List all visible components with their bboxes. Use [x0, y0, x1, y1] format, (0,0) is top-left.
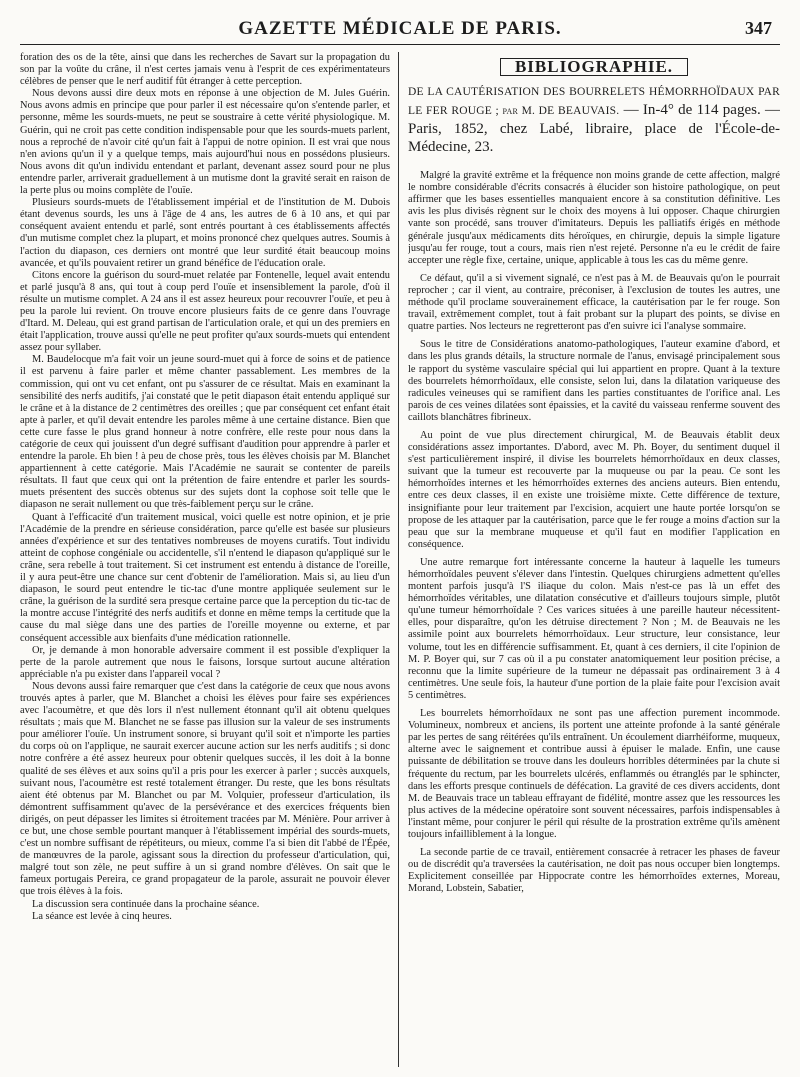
closing-note: La séance est levée à cinq heures. [32, 910, 172, 922]
paragraph: Citons encore la guérison du sourd-muet relatée par Fontenelle, lequel avait entendu et parlé jusqu'à 8 ans, qui tout à coup perd l'ouïe et insensiblement la parole, d'où il résulte un mutisme complet. A 24 ans il est assez heureux pour recouvrer l'ouïe, et peu à peu la parole lui revient. On trouve encore plusieurs faits de ce genre dans l'ouvrage d'Itard. M. Deleau, qui est grand partisan de l'articulation orale, et qui un des premiers en était l'application, trouve aussi qu'elle ne peut profiter qu'aux sourds-muets qui entendent assez pour syllaber. [20, 269, 390, 354]
page-header [20, 14, 780, 45]
paragraph: Les bourrelets hémorrhoïdaux ne sont pas une affection purement incommode. Volumineux, nombreux et anciens, ils portent une atteinte profonde à la santé générale par les pertes de sang réitérées qu'ils entraînent. Un écoulement diarrhéiforme, muqueux, alterne avec le saignement et contribue aussi à épuiser le malade. Enfin, une cause puissante de débilitation se trouve dans les douleurs horribles déterminées par la chute si fréquente du rectum, par les bourrelets ulcérés, enflammés ou étranglés par le sphincter, dans les efforts presque continuels de défécation. La gravité de ces divers accidents, dont M. de Beauvais trace un tableau effrayant de fidélité, montre assez que les ressources les plus actives de la médecine opératoire sont souvent nécessaires, parfois indispensables à l'instant même, pour conjurer le péril qui résulte de la prostration extrême qu'ils amènent toujours infailliblement à la longue. [408, 708, 780, 840]
paragraph: Ce défaut, qu'il a si vivement signalé, ce n'est pas à M. de Beauvais qu'on le pourrait reprocher ; car il vient, au contraire, préconiser, à l'exclusion de toutes les autres, une méthode qu'il proclame souverainement efficace, la cautérisation par le fer rouge. Son travail, extrêmement complet, tout à fait probant sur la plupart des points, se divise en quatre parties. Nos lecteurs ne regretteront pas d'en suivre ici l'analyse sommaire. [408, 272, 780, 333]
paragraph: La seconde partie de ce travail, entièrement consacrée à retracer les phases de faveur ou de discrédit qu'a traversées la cautérisation, ne doit pas nous occuper bien longtemps. Explicitement conseillée par Hippocrate contre les hémorrhoïdes externes, Moreau, Morand, Lobstein, Sabatier, [408, 847, 780, 895]
paragraph: foration des os de la tête, ainsi que dans les recherches de Savart sur la propagation du son par la voûte du crâne, il n'est certes jamais venu à l'esprit de ces expérimentateurs célèbres de penser que le nerf auditif fût étranger à cette perception. [20, 52, 390, 88]
right-column [408, 52, 780, 1067]
paragraph: Or, je demande à mon honorable adversaire comment il est possible d'expliquer la perte de la parole autrement que nous le faisons, lorsque surtout aucune altération appréciable n'a pu exister dans l'appareil vocal ? [20, 644, 390, 680]
section-title-bibliographie: BIBLIOGRAPHIE. [500, 58, 688, 76]
paragraph: Plusieurs sourds-muets de l'établissement impérial et de l'institution de M. Dubois étant devenus sourds, les uns à l'âge de 4 ans, les autres de 6 à 10 ans, et qui par conséquent avaient entendu et parlé, sont entrés pourtant à ces établissements affectés d'un mutisme complet chez la plupart, et moins prononcé chez quelques autres. Soumis à l'action du diapason, ces derniers ont montré que leur surdité était beaucoup moins avancée, et qu'ils pouvaient retirer un grand bénéfice de l'éducation orale. [20, 197, 390, 269]
closing-note: La discussion sera continuée dans la prochaine séance. [32, 898, 260, 910]
article-body [408, 170, 780, 895]
paragraph: M. Baudelocque m'a fait voir un jeune sourd-muet qui à force de soins et de patience il est parvenu à faire parler et même chanter passablement. Les membres de la commission, qui ont vu cet enfant, ont pu s'assurer de ce résultat. Mais en examinant la sensibilité des nerfs auditifs, j'ai constaté que le petit diapason était entendu appliqué sur le crâne et à la distance de 2 centimètres des oreilles ; que par conséquent cet enfant était apte à parler, et qu'il devait entendre les paroles même à une certaine distance. Bien que cette cure fasse le plus grand honneur à notre confrère, elle reste pour nous dans la catégorie de ceux qui jouissent d'un degré suffisant d'audition pour apprendre à parler et entendre la parole. Eh bien ! à peu de chose près, tous les élèves choisis par M. Blanchet appartiennent à cette catégorie. Mais l'Académie ne saurait se contenter de pareils résultats. Il faut que ceux qui ont la prétention de faire entendre et parler les sourds-muets présentent des succès obtenus sur des sujets dont la cophose soit telle que le diapason ne serait nullement ou que très-faiblement perçu sur le crâne. [20, 354, 390, 511]
page-number: 347 [745, 18, 772, 38]
paragraph: Au point de vue plus directement chirurgical, M. de Beauvais établit deux considérations assez importantes. D'abord, avec M. Ph. Boyer, du sentiment duquel il s'est particulièrement inspiré, il divise les bourrelets hémorrhoïdaux en deux classes, suivant que la tumeur est recouverte par la muqueuse ou par la peau. Ce sont les hémorrhoïdes internes et les hémorrhoïdes externes des anciens auteurs. Bien entendu, entre ces deux classes, il en existe une troisième mixte. Cette différence de texture, insignifiante pour leur traitement par l'excision, acquiert une haute portée lorsqu'on se propose de les attaquer par la cautérisation, parce que le fer rouge a moins d'action sur la peau que sur la membrane muqueuse et qu'il faut en modifier l'application en conséquence. [408, 429, 780, 550]
journal-title: GAZETTE MÉDICALE DE PARIS. [238, 18, 562, 39]
column-divider [398, 52, 399, 1067]
article-heading [408, 82, 780, 156]
paragraph: Nous devons aussi faire remarquer que c'est dans la catégorie de ceux que nous avons trouvés aptes à parler, que M. Blanchet a choisi les élèves pour faire ses expériences avec l'acoumètre, et que dès lors il n'est nullement étonnant qu'il ait obtenu quelques résultats ; mais que M. Blanchet ne se fasse pas illusion sur la valeur de ses instruments pour améliorer l'ouïe. Un instrument sonore, si bruyant qu'il soit et n'importe les parties du corps où on l'applique, ne saurait exercer aucune action sur les nerfs auditifs ; si donc notre confrère a été assez heureux pour obtenir quelques succès, il les doit à la bonne qualité de ses élèves et aux soins qu'il a pris pour les exercer à parler ; succès auxquels, suivant nous, l'acoumètre est resté totalement étranger. Du reste, que les bons résultats aient été obtenus par M. Blanchet ou par M. Volquier, professeur d'articulation, ils démontrent suffisamment qu'avec de la persévérance et des exercices fréquents bien dirigés, on peut dépasser les limites si étroitement tracées par M. Ménière. Pour arriver à ce but, une chose semble pourtant manquer à l'établissement impérial des sourds-muets, c'est un nombre suffisant de répétiteurs, ou mieux, comme l'a si bien dit l'abbé de l'Épée, de manœuvres de la parole, agissant sous la direction du professeur d'articulation, qui, malgré tout son zèle, ne peut suffire à un si grand nombre d'élèves. On sait que le fameux portugais Pereira, ce grand propagateur de la parole, assurait ne pouvoir élever que trois élèves à la fois. [20, 680, 390, 898]
paragraph: Sous le titre de Considérations anatomo-pathologiques, l'auteur examine d'abord, et dans les plus grands détails, la structure normale de l'anus, envisagé principalement sous le rapport du système vasculaire spécial qui lui appartient en propre. Quant à la texture des bourrelets hémorrhoïdaux, elle consiste, selon lui, dans la dilatation variqueuse des radicules veineuses qui se ramifient dans les parties constituantes de l'orifice anal. Les parois de ces veines dilatées sont épaissies, et la cavité du vaisseau renferme souvent des caillots blanchâtres fibrineux. [408, 339, 780, 423]
left-column [20, 52, 390, 1067]
paragraph: Malgré la gravité extrême et la fréquence non moins grande de cette affection, malgré le nombre considérable d'écrits consacrés à élucider son histoire pathologique, on peut affirmer que les bases essentielles manquaient encore à sa constitution définitive. Les avis les plus divisés règnent sur le choix des moyens à lui opposer. Chaque chirurgien vante son procédé, sans trouver d'imitateurs. Depuis les palliatifs érigés en méthode générale jusqu'aux médicaments dits héroïques, en chirurgie, depuis la simple ligature jusqu'au fer rouge, tout a cours, mais rien n'est rejeté. Personne n'a eu le crédit de faire accepter une règle fixe, certaine, unique, applicable à tous les cas du même genre. [408, 170, 780, 266]
paragraph: Quant à l'efficacité d'un traitement musical, voici quelle est notre opinion, et je prie l'Académie de la prendre en sérieuse considération, parce qu'elle est basée sur plusieurs années d'expérience et sur des tentatives nombreuses de moyens curatifs. Tout individu atteint de cophose congéniale ou accidentelle, s'il n'entend le diapason qu'appliqué sur le crâne, sera rebelle à tout traitement. Si cet instrument est entendu à distance de l'oreille, il y aura peut-être une chance sur cent d'obtenir de l'amélioration. Mais si, au lieu d'un diapason, le sourd peut entendre le tic-tac d'une montre appliquée seulement sur le crâne, la guérison de la surdité sera presque certaine parce que la perception du tic-tac de la montre accuse l'intégrité des nerfs auditifs et donne en même temps la certitude que la cause du mal siège dans une des parties de l'oreille moyenne ou externe, et par conséquent accessible aux bienfaits d'une médication rationnelle. [20, 511, 390, 644]
article-publication-info: — In-4° de 114 pages. — Paris, 1852, chez Labé, libraire, place de l'École-de-Médecine, 23. [408, 102, 780, 156]
paragraph: Une autre remarque fort intéressante concerne la hauteur à laquelle les tumeurs hémorrhoïdales peuvent s'élever dans l'intestin. Quelques chirurgiens admettent qu'elles montent parfois jusqu'à l'S iliaque du colon. Mais n'est-ce pas là un effet des hémorrhoïdes véritables, une dilatation consécutive et d'ailleurs toujours simple, plutôt qu'une tumeur hémorrhoïdale ? Ces varices situées à une pareille hauteur nécessitent-elles, pour disparaître, qu'on les détruise directement ? Non ; M. de Beauvais ne les assimile point aux bourrelets hémorrhoïdaux. Leur structure, leur consistance, leur volume, tout les en différencie suffisamment. Et, quant à ces derniers, il cite l'opinion de M. P. Boyer qui, sur 7 cas où il a pu constater anatomiquement leur position précise, a reconnu que la limite supérieure de la tumeur ne dépassait pas ordinairement 3 à 4 centimètres. Une seule fois, la hauteur d'une portion de la plaie faite pour l'excision avait 5 centimètres. [408, 556, 780, 701]
article-title: DE LA CAUTÉRISATION DES BOURRELETS HÉMORRHOÏDAUX PAR LE FER ROUGE ; par M. DE BEAUVAIS. [408, 86, 780, 118]
paragraph: Nous devons aussi dire deux mots en réponse à une objection de M. Jules Guérin. Nous avons admis en principe que pour parler il est nécessaire qu'on s'entende parler, et personne, même les sourds-muets, ne peut se soustraire à cette vérité physiologique. M. Guérin, qui ne croit pas cette condition indispensable pour que les sourds-muets parlent, nous a reproché de n'avoir cité qu'un fait à l'appui de notre opinion. Il est vrai que nous n'en avions qu'un il y a quelque temps, mais aujourd'hui nous en possédons plusieurs. Nous avons dit qu'un individu entendant et parlant, devenant assez sourd pour ne plus entendre parler, arriverait graduellement à un mutisme dont la gravité serait en raison de la perte plus ou moins complète de l'ouïe. [20, 88, 390, 197]
